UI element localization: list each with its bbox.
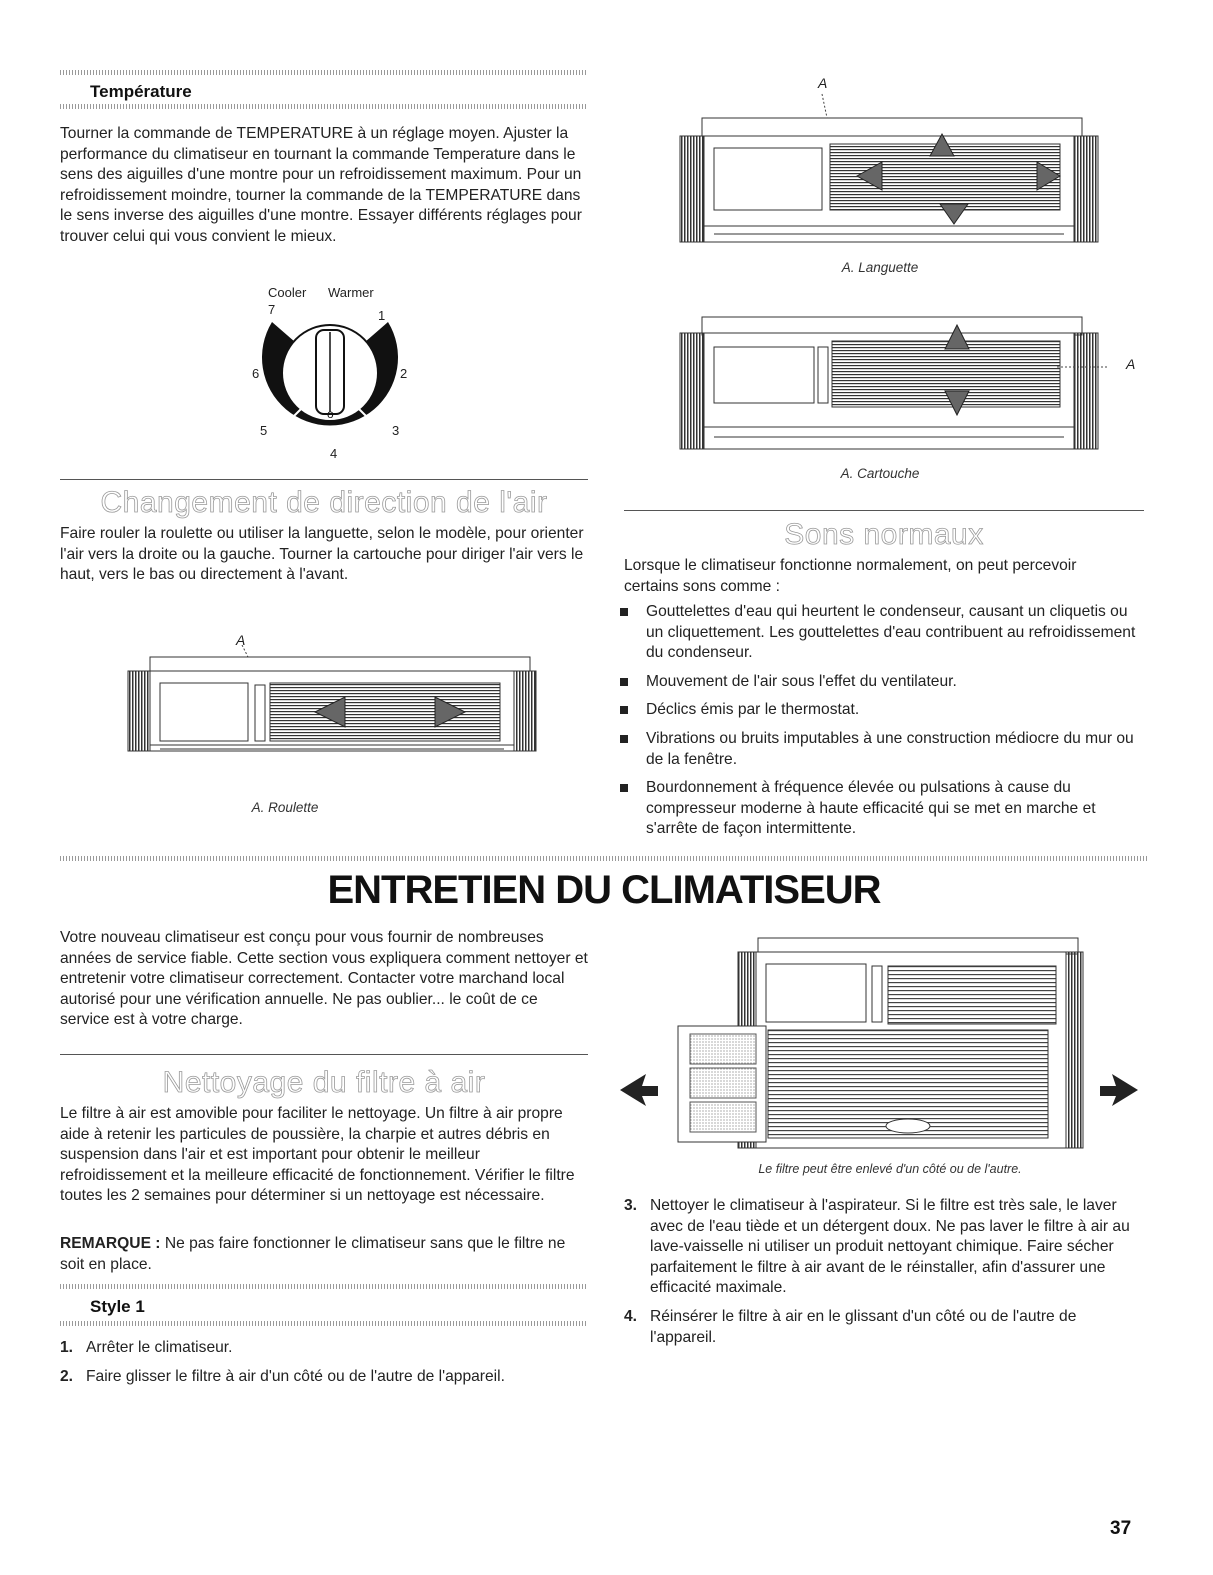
bullet-square-icon — [620, 706, 628, 714]
filter-cleaning-body: Le filtre à air est amovible pour faciliter le nettoyage. Un filtre à air propre aide à retenir les particules de poussière, la charpie et autres débris en suspension dans l'air et est important pour obtenir le meilleur refroidissement et la meilleure efficacité de fonctionnement. Vérifier le filtre toutes les 2 semaines pour déterminer si un nettoyage est nécessaire. — [60, 1105, 575, 1205]
list-item: Déclics émis par le thermostat. — [616, 700, 1146, 721]
section-divider — [60, 1284, 588, 1289]
ac-languette-figure — [672, 92, 1107, 252]
languette-caption: A. Languette — [841, 260, 919, 275]
list-item: Bourdonnement à fréquence élevée ou pulsations à cause du compresseur moderne à haute efficacité qui se met en marche et s'arrête de façon intermittente. — [616, 778, 1146, 840]
filter-note — [60, 1234, 588, 1275]
filter-cleaning-title: Nettoyage du filtre à air — [162, 1066, 486, 1099]
section-rule — [60, 1054, 588, 1055]
style-heading: Style 1 — [90, 1297, 145, 1316]
temperature-body: Tourner la commande de TEMPERATURE à un réglage moyen. Ajuster la performance du climatiseur en tournant la commande Temperature dans le sens des aiguilles d'une montre pour un refroidissement maximum. Pour un refroidissement moindre, tourner la commande de la TEMPERATURE dans le sens inverse des aiguilles d'une montre. Essayer différents réglages pour trouver celui qui vous convient le mieux. — [60, 125, 582, 245]
roulette-caption: A. Roulette — [251, 800, 319, 815]
ac-filter-removal-figure — [618, 930, 1148, 1155]
dial-tick-3: 3 — [392, 423, 400, 438]
list-item: Vibrations ou bruits imputables à une construction médiocre du mur ou de la fenêtre. — [616, 729, 1146, 770]
air-direction-title: Changement de direction de l'air — [100, 486, 548, 519]
list-item: 2. Faire glisser le filtre à air d'un côté ou de l'autre de l'appareil. — [60, 1367, 505, 1385]
note-label: REMARQUE : — [60, 1235, 161, 1252]
normal-sounds-title: Sons normaux — [784, 518, 984, 551]
bullet-square-icon — [620, 784, 628, 792]
bullet-square-icon — [620, 678, 628, 686]
cartouche-figure-label: A — [1126, 356, 1136, 372]
section-rule — [60, 479, 588, 480]
figure-label-a: A — [236, 632, 246, 648]
bullet-square-icon — [620, 608, 628, 616]
maintenance-title: ENTRETIEN DU CLIMATISEUR — [327, 868, 881, 912]
dial-center-mark: o — [327, 407, 334, 421]
bullet-square-icon — [620, 735, 628, 743]
section-divider — [60, 856, 1148, 861]
dial-tick-1: 1 — [378, 308, 386, 323]
dial-warmer-label: Warmer — [328, 285, 374, 300]
note-text: Ne pas faire fonctionner le climatiseur sans que le filtre ne soit en place. — [60, 1235, 566, 1273]
cartouche-caption: A. Cartouche — [840, 466, 920, 481]
section-rule — [624, 510, 1144, 511]
dial-cooler-label: Cooler — [268, 285, 307, 300]
normal-sounds-list — [616, 602, 1146, 848]
dial-tick-7: 7 — [268, 302, 276, 317]
list-item: Gouttelettes d'eau qui heurtent le condenseur, causant un cliquetis ou un cliquettement. Les gouttelettes d'eau contribuent au refroidissement du condenseur. — [616, 602, 1146, 664]
section-divider — [60, 70, 588, 75]
section-divider — [60, 1321, 588, 1326]
page-number: 37 — [1110, 1518, 1132, 1539]
normal-sounds-intro: Lorsque le climatiseur fonctionne normalement, on peut percevoir certains sons comme : — [624, 557, 1077, 595]
dial-tick-5: 5 — [260, 423, 268, 438]
temperature-dial-figure — [250, 280, 420, 460]
dial-tick-2: 2 — [400, 366, 408, 381]
maintenance-intro: Votre nouveau climatiseur est conçu pour vous fournir de nombreuses années de service fiable. Cette section vous expliquera comment nettoyer et entretenir votre climatiseur correctement. Contacter votre marchand local autorisé pour une vérification annuelle. Ne pas oublier... le coût de ce service est à votre charge. — [60, 929, 588, 1029]
dial-tick-4: 4 — [330, 446, 338, 460]
list-item: 3. Nettoyer le climatiseur à l'aspirateur. Si le filtre est très sale, le laver avec de l'eau tiède et un détergent doux. Ne pas laver le filtre à air au lave-vaisselle ni utiliser un produit nettoyant chimique. Faire sécher parfaitement le filtre à air avant de le réinstaller, afin d'assurer une efficacité maximale. — [624, 1197, 1130, 1297]
ac-cartouche-figure — [672, 305, 1107, 455]
filter-figure-caption: Le filtre peut être enlevé d'un côté ou de l'autre. — [758, 1162, 1022, 1176]
dial-tick-6: 6 — [252, 366, 260, 381]
filter-steps-left — [60, 1338, 600, 1395]
languette-figure-label: A — [818, 75, 828, 91]
temperature-heading: Température — [90, 82, 192, 101]
air-direction-body: Faire rouler la roulette ou utiliser la languette, selon le modèle, pour orienter l'air vers la droite ou la gauche. Tourner la cartouche pour diriger l'air vers le haut, vers le bas ou directement à l'avant. — [60, 525, 584, 584]
filter-steps-right — [624, 1196, 1146, 1356]
list-item: Mouvement de l'air sous l'effet du ventilateur. — [616, 672, 1146, 693]
list-item: 1. Arrêter le climatiseur. — [60, 1339, 233, 1356]
ac-roulette-figure — [120, 645, 545, 765]
list-item: 4. Réinsérer le filtre à air en le glissant d'un côté ou de l'autre de l'appareil. — [624, 1307, 1077, 1346]
section-divider — [60, 104, 588, 109]
